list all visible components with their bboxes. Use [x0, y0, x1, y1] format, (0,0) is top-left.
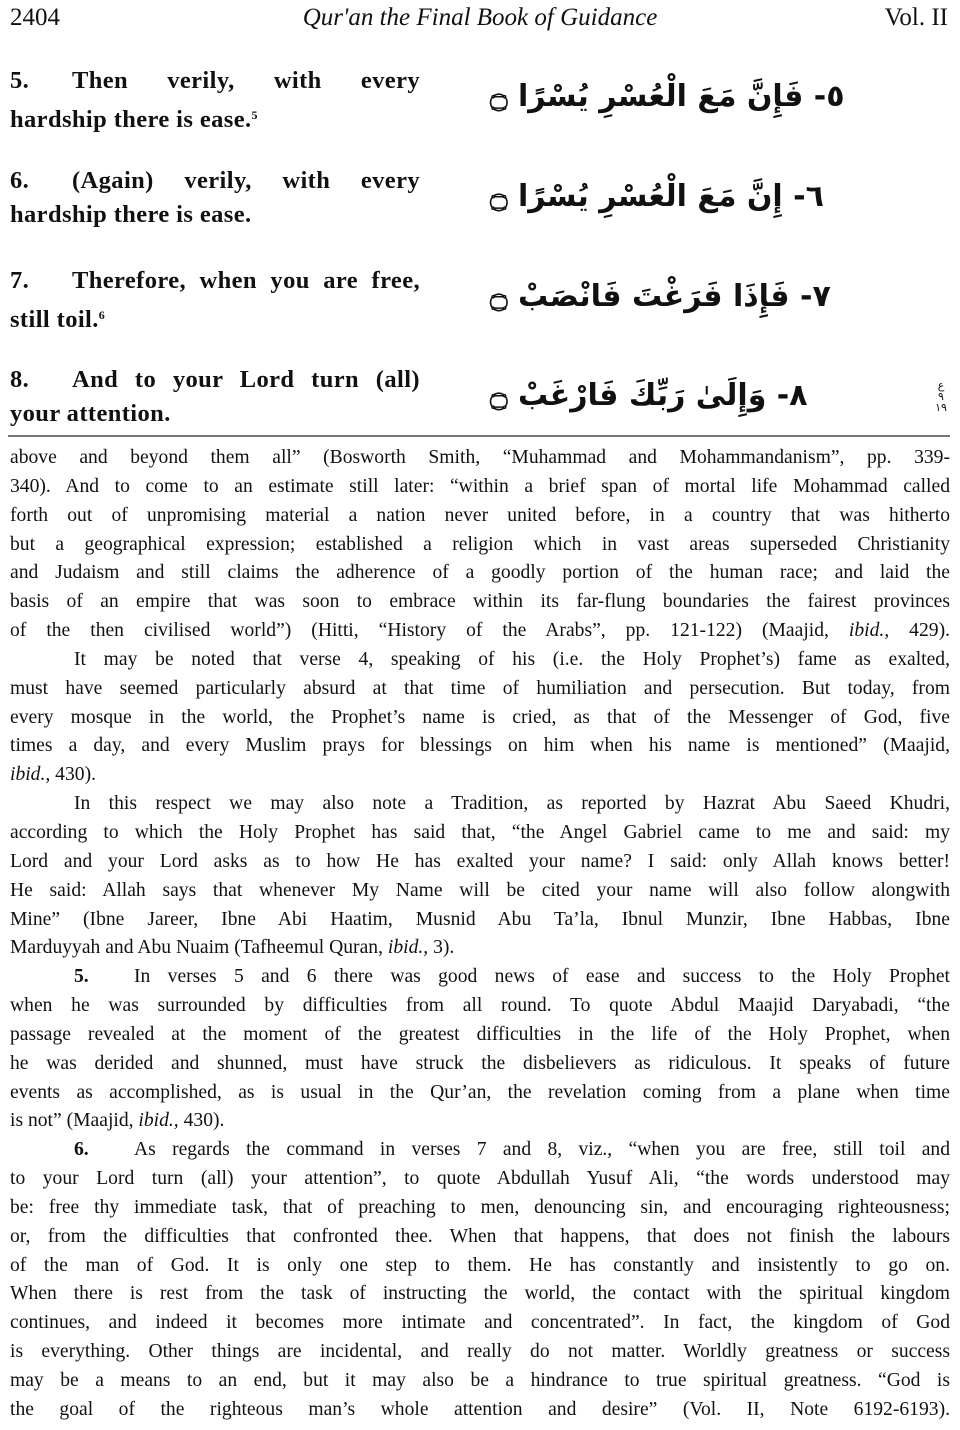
rukua-marker: ع ٩ ١٩: [935, 379, 947, 414]
verse-number: 7.: [10, 267, 30, 294]
text-segment: 430).: [178, 1110, 225, 1132]
text-line: of the man of God. It is only one step to them. He has constantly and insistently to go on.: [10, 1254, 950, 1276]
text-line: basis of an empire that was soon to embrace within its far-flung boundaries the fairest provinces: [10, 591, 950, 613]
text-line: He said: Allah says that whenever My Name will be cited your name will also follow alongwith: [10, 879, 950, 901]
arabic-verse: ٧- فَإِذَا فَرَغْتَ فَانْصَبْ ۝: [490, 279, 831, 314]
text-line: when he was surrounded by difficulties from all round. To quote Abdul Maajid Daryabadi, “the: [10, 995, 950, 1017]
footnote-marker: 5: [251, 108, 258, 122]
text-segment: of the then civilised world”) (Hitti, “History of the Arabs”, pp. 121-122) (Maajid,: [10, 620, 849, 642]
text-line: continues, and indeed it becomes more intimate and concentrated”. In fact, the kingdom of God: [10, 1312, 950, 1334]
italic-citation: ibid.,: [138, 1110, 179, 1132]
verse-number: 5.: [10, 67, 30, 94]
text-line: may be a means to an end, but it may also be a hindrance to true spiritual greatness. “God is: [10, 1370, 950, 1391]
text-line: but a geographical expression; established a religion which in vast areas superseded Christianity: [10, 533, 950, 555]
verse-number: 8.: [10, 366, 30, 393]
arabic-verse: ٥- فَإِنَّ مَعَ الْعُسْرِ يُسْرًا ۝: [490, 79, 845, 114]
italic-citation: ibid.,: [10, 764, 51, 786]
text-line: times a day, and every Muslim prays for blessings on him when his name is mentioned” (Maajid,: [10, 735, 950, 757]
text-line: 340). And to come to an estimate still later: “within a brief span of mortal life Mohammad called: [10, 475, 950, 497]
verse-text: (Again) verily, with every hardship there is ease.: [10, 167, 420, 228]
text-line: above and beyond them all” (Bosworth Smith, “Muhammad and Mohammandanism”, pp. 339-: [10, 447, 950, 468]
text-line: according to which the Holy Prophet has said that, “the Angel Gabriel came to me and said: my: [10, 821, 950, 843]
text-line: the goal of the righteous man’s whole attention and desire” (Vol. II, Note 6192-6193).: [10, 1398, 950, 1420]
text-line: he was derided and shunned, must have struck the disbelievers as ridiculous. It speaks of future: [10, 1052, 950, 1074]
verse-text: And to your Lord turn (all) your attention.: [10, 366, 420, 427]
italic-citation: ibid.,: [848, 620, 890, 642]
text-line: must have seemed particularly absurd at that time of humiliation and persecution. But today, from: [10, 677, 950, 699]
text-line: is everything. Other things are incidental, and really do not matter. Worldly greatness or success: [10, 1341, 950, 1363]
text-line: When there is rest from the task of instructing the world, the contact with the spiritual kingdom: [10, 1283, 950, 1305]
arabic-verse: ٦- إِنَّ مَعَ الْعُسْرِ يُسْرًا ۝: [490, 179, 824, 214]
verse-translation: [10, 64, 420, 137]
verse-text: Then verily, with every hardship there is ease.: [10, 67, 420, 133]
text-line: forth out of unpromising material a nation never united before, in a country that was hitherto: [10, 504, 950, 526]
text-line: [10, 1107, 950, 1136]
text-segment: is not” (Maajid,: [10, 1110, 139, 1132]
page-number: 2404: [10, 4, 60, 31]
text-line: every mosque in the world, the Prophet’s name is cried, as that of the Messenger of God, five: [10, 706, 950, 728]
verse-translation: [10, 164, 420, 232]
text-line: Lord and your Lord asks as to how He has exalted your name? I said: only Allah knows better!: [10, 850, 950, 872]
note-number: 6.: [74, 1139, 89, 1161]
text-segment: In verses 5 and 6 there was good news of ease and success to the Holy Prophet: [134, 966, 950, 988]
verse-translation: [10, 264, 420, 337]
text-segment: 430).: [50, 764, 96, 786]
text-line: [10, 934, 950, 963]
text-line: be: free thy immediate task, that of preaching to men, denouncing sin, and encouraging righteousness;: [10, 1196, 950, 1218]
text-line: [10, 617, 950, 646]
text-line: passage revealed at the moment of the greatest difficulties in the life of the Holy Prophet, when: [10, 1023, 950, 1045]
text-segment: Marduyyah and Abu Nuaim (Tafheemul Quran,: [10, 937, 388, 959]
italic-citation: ibid.,: [387, 937, 429, 959]
divider-rule: [8, 435, 950, 437]
footnote-marker: 6: [98, 308, 106, 322]
text-line: In this respect we may also note a Tradition, as reported by Hazrat Abu Saeed Khudri,: [74, 793, 950, 815]
text-segment: As regards the command in verses 7 and 8, viz., “when you are free, still toil and: [134, 1139, 950, 1161]
text-line: to your Lord turn (all) your attention”, to quote Abdullah Yusuf Ali, “the words understood may: [10, 1168, 950, 1190]
text-line: [10, 963, 950, 992]
verse-translation: [10, 363, 420, 431]
commentary-body: [10, 444, 950, 1425]
text-line: [10, 761, 950, 790]
text-line: events as accomplished, as is usual in the Qur’an, the revelation coming from a plane when time: [10, 1081, 950, 1103]
text-line: and Judaism and still claims the adherence of a goodly portion of the human race; and laid the: [10, 562, 950, 584]
text-line: or, from the difficulties that confronted thee. When that happens, that does not finish the labours: [10, 1225, 950, 1247]
arabic-verse: ٨- وَإِلَىٰ رَبِّكَ فَارْغَبْ ۝: [490, 378, 808, 413]
note-number: 5.: [74, 966, 89, 988]
text-line: [10, 1136, 950, 1165]
text-line: It may be noted that verse 4, speaking of his (i.e. the Holy Prophet’s) fame as exalted,: [74, 648, 950, 670]
text-segment: 3).: [428, 937, 455, 959]
text-segment: 429).: [889, 620, 950, 642]
text-line: Mine” (Ibne Jareer, Ibne Abi Haatim, Musnid Abu Ta’la, Ibnul Munzir, Ibne Habbas, Ibne: [10, 908, 950, 930]
verse-number: 6.: [10, 167, 30, 194]
verse-text: Therefore, when you are free, still toil.: [10, 267, 420, 333]
volume-label: Vol. II: [884, 4, 948, 31]
running-title: Qur'an the Final Book of Guidance: [302, 4, 658, 31]
